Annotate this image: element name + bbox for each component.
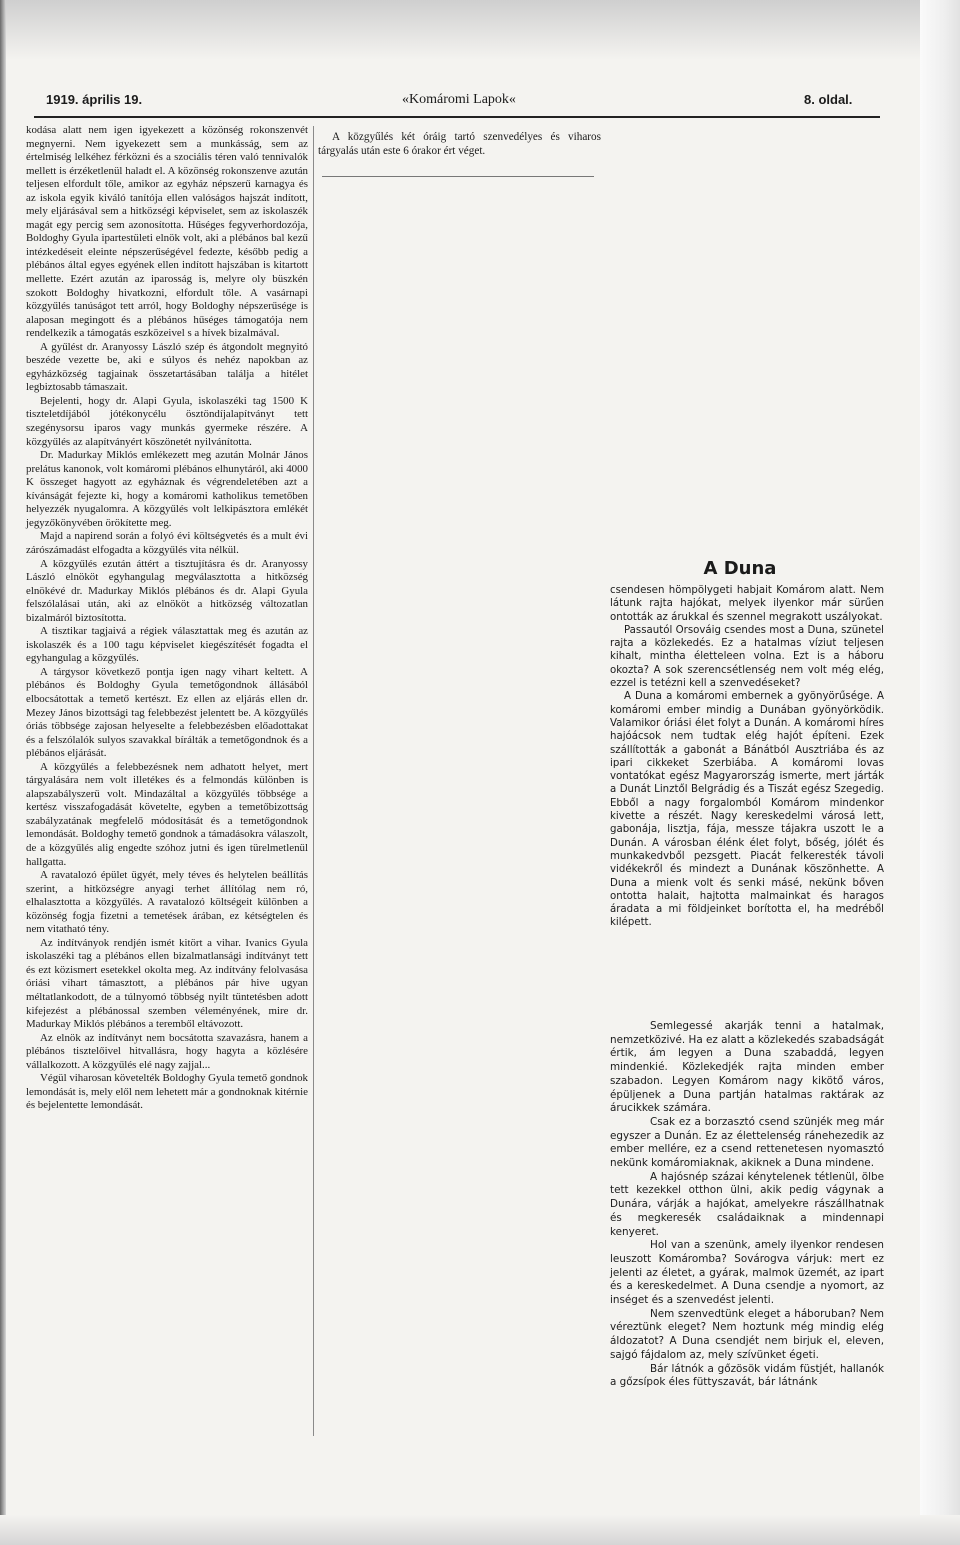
- duna-paragraph: csendesen hömpölygeti habjait Komárom alatt. Nem látunk rajta hajókat, melyek ilyenkor már sürűen ontották az árukkal és szennel megrakott uszályokat.: [610, 585, 884, 623]
- header-date: 1919. április 19.: [46, 92, 143, 107]
- left-paragraph: A tárgysor következő pontja igen nagy vihart keltett. A plébános és Boldoghy Gyula temetőgondnok állásából elbocsátottak a temető kertészt. Ez ellen az eljárás ellen dr. Mezey János bizottsági tag felebbezést jelentett be. A közgyűlés óriás többsége zajosan helyeselte a felebbezésben előadottakat és a felszólalók sulyos szavakkal bírálták a temetőgondnok és a plébános eljárását.: [26, 665, 308, 760]
- duna-paragraph: Passautól Orsováig csendes most a Duna, szünetel rajta a közlekedés. Ez a hatalmas víziut teljesen kihalt, mintha életteleen volna. Ezt is a háboru okozta? A sok szerencsétlenség nem volt még elég, ezzel is tetézni kell a szenvedéseket?: [610, 624, 884, 690]
- left-paragraph: A tisztikar tagjaivá a régiek választattak meg és azután az iskolaszék és a 100 tagu képviselet kiegészítését fogadta el egyhangulag a közgyűlés.: [26, 625, 308, 665]
- header-rule: [34, 116, 880, 118]
- left-paragraph: A ravatalozó épület ügyét, mely téves és helytelen beállítás szerint, a hitközségre anyagi terhet állítólag nem ró, elhalasztotta a közgyűlés. A ravatalozó költségeit különben a közönség fogja fizetni a temetések árában, ez kétségtelen és nem vitatható tény.: [26, 869, 308, 936]
- left-paragraph: Dr. Madurkay Miklós emlékezett meg azután Molnár János prelátus kanonok, volt komáromi plébános elhunytáról, aki 4000 K összeget hagyott az egyháznak és végrendeletében azt a kívánságát fejezte ki, hogy a komáromi katholikus temetőben helyezzék nyugalomra. A közgyűlés volt lelkipásztora emlékét jegyzőkönyvében örökítette meg.: [26, 449, 308, 529]
- duna-paragraph: Bár látnók a gőzösök vidám füstjét, hallanók a gőzsípok éles füttyszavát, bár látnánk: [610, 1362, 884, 1389]
- conclusion-paragraph: A közgyűlés két óráig tartó szenvedélyes és viharos tárgyalás után este 6 órakor ért véget.: [318, 131, 601, 157]
- duna-paragraph: Nem szenvedtünk eleget a háboruban? Nem véreztünk eleget? Nem hoztunk még mindig elég áldozatot? A Duna csendjét nem birjuk el, eleven, sajgó fájdalom az, mely szívünket égeti.: [610, 1307, 884, 1361]
- left-paragraph: Az elnök az indítványt nem bocsátotta szavazásra, hanem a plébános tisztelőivel hitvallásra, hogy hagyta a közlésére vállalkozott. A közgyűlés elé nagy zajjal...: [26, 1031, 308, 1071]
- left-column: [26, 124, 308, 1113]
- article-title: A Duna: [703, 558, 777, 579]
- left-paragraph: Majd a napirend során a folyó évi költségvetés és a mult évi zárószámadást elfogadta a közgyűlés vita nélkül.: [26, 530, 308, 556]
- meeting-conclusion: [318, 131, 601, 158]
- left-paragraph: Bejelenti, hogy dr. Alapi Gyula, iskolaszéki tag 1500 K tiszteletdíjából jótékonycélu ösztöndíjalapítványt tett szegénysorsu iparos vagy munkás gyermeke részére. A közgyűlés az alapítványért köszönetét nyilvánította.: [26, 394, 308, 448]
- scan-edge-left: [0, 0, 6, 1545]
- scan-edge-top: [0, 0, 960, 60]
- scan-edge-right: [920, 0, 960, 1545]
- left-paragraph: A közgyűlés a felebbezésnek nem adhatott helyet, mert tárgyalására nem volt illetékes és a felmondás különben is alapszabályszerü volt. Mindazáltal a közgyűlés többsége a kertész visszafogadását követelte, egyben a temetőbizottság szabályzatának megfelelő módosítását és a temetőgondnok lemondását. Boldoghy temető gondnok a támadásokra válaszolt, de a közgyűlés alig engedte szóhoz jutni és igen türelmetlenül hallgatta.: [26, 760, 308, 868]
- duna-paragraph: Semlegessé akarják tenni a hatalmak, nemzetközivé. Ha ez alatt a közlekedés szabadságát értik, ám legyen a Duna szabaddá, legyen mindenkié. Közlekedjék rajta minden ember szabadon. Legyen Komárom nagy kikötő város, épüljenek a Duna partján hatalmas raktárak az árucikkek számára.: [610, 1020, 884, 1115]
- left-paragraph: A közgyűlés ezután áttért a tisztujításra és dr. Aranyossy László elnököt egyhangulag megválasztotta a hitközség elnökévé dr. Madurkay Miklós plébános és dr. Alapi Gyula felszólalásai után, aki az elnököt a hitközség változatlan bizalmáról biztosította.: [26, 557, 308, 624]
- header-page-number: 8. oldal.: [804, 92, 853, 107]
- left-paragraph: kodása alatt nem igen igyekezett a közönség rokonszenvét megnyerni. Nem igyekezett sem a munkásság, sem az értelmiség lelkéhez férközni és a szociális téren való tennivalók mellett is érzéketlenül haladt el. A közönség rokonszenve azután teljesen elfordult tőle, amikor az egyház népszerű karnagya és az iskola egyik kiváló tanítója ellen valóságos hajszát indított, mely eljárásával sem a hitközségi képviselet, sem az iskolaszék magát egy percig sem azonosította. Hűséges fegyverhordozója, Boldoghy Gyula ipartestületi elnök volt, aki a plébános bal kezű intézkedéseit eleinte népszerűségével fedezte, később pedig a plébános által egyes egyének ellen indított hajszában is kitartott mellette. Ezért azután az iparosság is, melyre oly büszkén szokott Boldoghy hivatkozni, elfordult tőle. A vasárnapi közgyűlés tanúságot tett arról, hogy Boldoghy népszerűsége is alaposan megingott és a plébános hűséges támogatója nem rendelkezik a támogatás eszközeivel s a hívek bizalmával.: [26, 124, 308, 340]
- duna-paragraph: Csak ez a borzasztó csend szünjék meg már egyszer a Dunán. Ez az élettelenség ránehezedik az ember mellére, ez a csend rettenetesen nyomasztó nekünk komáromiaknak, akiknek a Duna mindene.: [610, 1115, 884, 1170]
- left-paragraph: Végül viharosan követelték Boldoghy Gyula temető gondnok lemondását is, mely elől nem lehetett már a gondnoknak kitérnie és bejelentette lemondását.: [26, 1072, 308, 1112]
- duna-article-part2: [610, 1020, 884, 1390]
- duna-paragraph: A Duna a komáromi embernek a gyönyörűsége. A komáromi ember mindig a Dunában gyönyörködik. Valamikor óriási élet folyt a Dunán. A komáromi híres hajóácsok nem tudtak elég hajót építeni. Ezek szállították a gabonát a Bánátból Ausztriába és az ipari cikkeket Szerbiába. A komáromi lovas vontatókat egész Magyarország ismerte, mert járták a Dunát Linztől Belgrádig és a Tiszát egész Szegedig. Ebből a nagy forgalomból Komárom mindenkor kivette a részét. Nagy kereskedelmi városá lett, gabonája, lisztja, fája, messze tájakra uszott le a Dunán. A városban élénk élet folyt, bőség, jólét és munkakedvből pezsgett. Piacát felkeresték távoli vidékekről és mindezt a Dunának köszönhette. A Duna a mienk volt és senki másé, nekünk bőven ontotta halait, hajtotta malmainkat és haragos áradata a mi földjeinket borította el, ha medréből kilépett.: [610, 691, 884, 929]
- duna-article-part1: [610, 584, 884, 930]
- duna-paragraph: Hol van a szenünk, amely ilyenkor rendesen leuszott Komáromba? Sovárogva várjuk: mert ez jelenti az életet, a gyárak, malmok üzemét, az ipart és a kereskedelmet. A Duna csendje a nyomort, az inséget és a szenvedést jelenti.: [610, 1239, 884, 1307]
- left-paragraph: A gyűlést dr. Aranyossy László szép és átgondolt megnyitó beszéde vezette be, aki e súlyos és nehéz napokban az egyházközség tagjainak összetartásában találja a hitélet legbiztosabb támaszait.: [26, 340, 308, 394]
- section-rule: [322, 176, 594, 177]
- page-header: [34, 92, 876, 116]
- duna-paragraph: A hajósnép százai kénytelenek tétlenül, ölbe tett kezekkel otthon ülni, akik pedig vágynak a Dunára, várják a hajókat, amelyekre rászállhatnak és megkeresék családaiknak a mindennapi kenyeret.: [610, 1170, 884, 1238]
- column-divider: [313, 126, 314, 1436]
- scan-edge-bottom: [0, 1515, 960, 1545]
- left-paragraph: Az indítványok rendjén ismét kitört a vihar. Ivanics Gyula iskolaszéki tag a plébános ellen bizalmatlansági indítványt tett és ezt közismert esetekkel okolta meg. Az indítvány felolvasása óriási vihart támasztott, a plébános pár hive ugyan méltatlankodott, de a túlnyomó többség nyilt tüntetésben adott kifejezést a plébánossal szemben véleményének, mire dr. Madurkay Miklós plébános a teremből eltávozott.: [26, 936, 308, 1031]
- header-paper-title: «Komáromi Lapok«: [402, 92, 516, 107]
